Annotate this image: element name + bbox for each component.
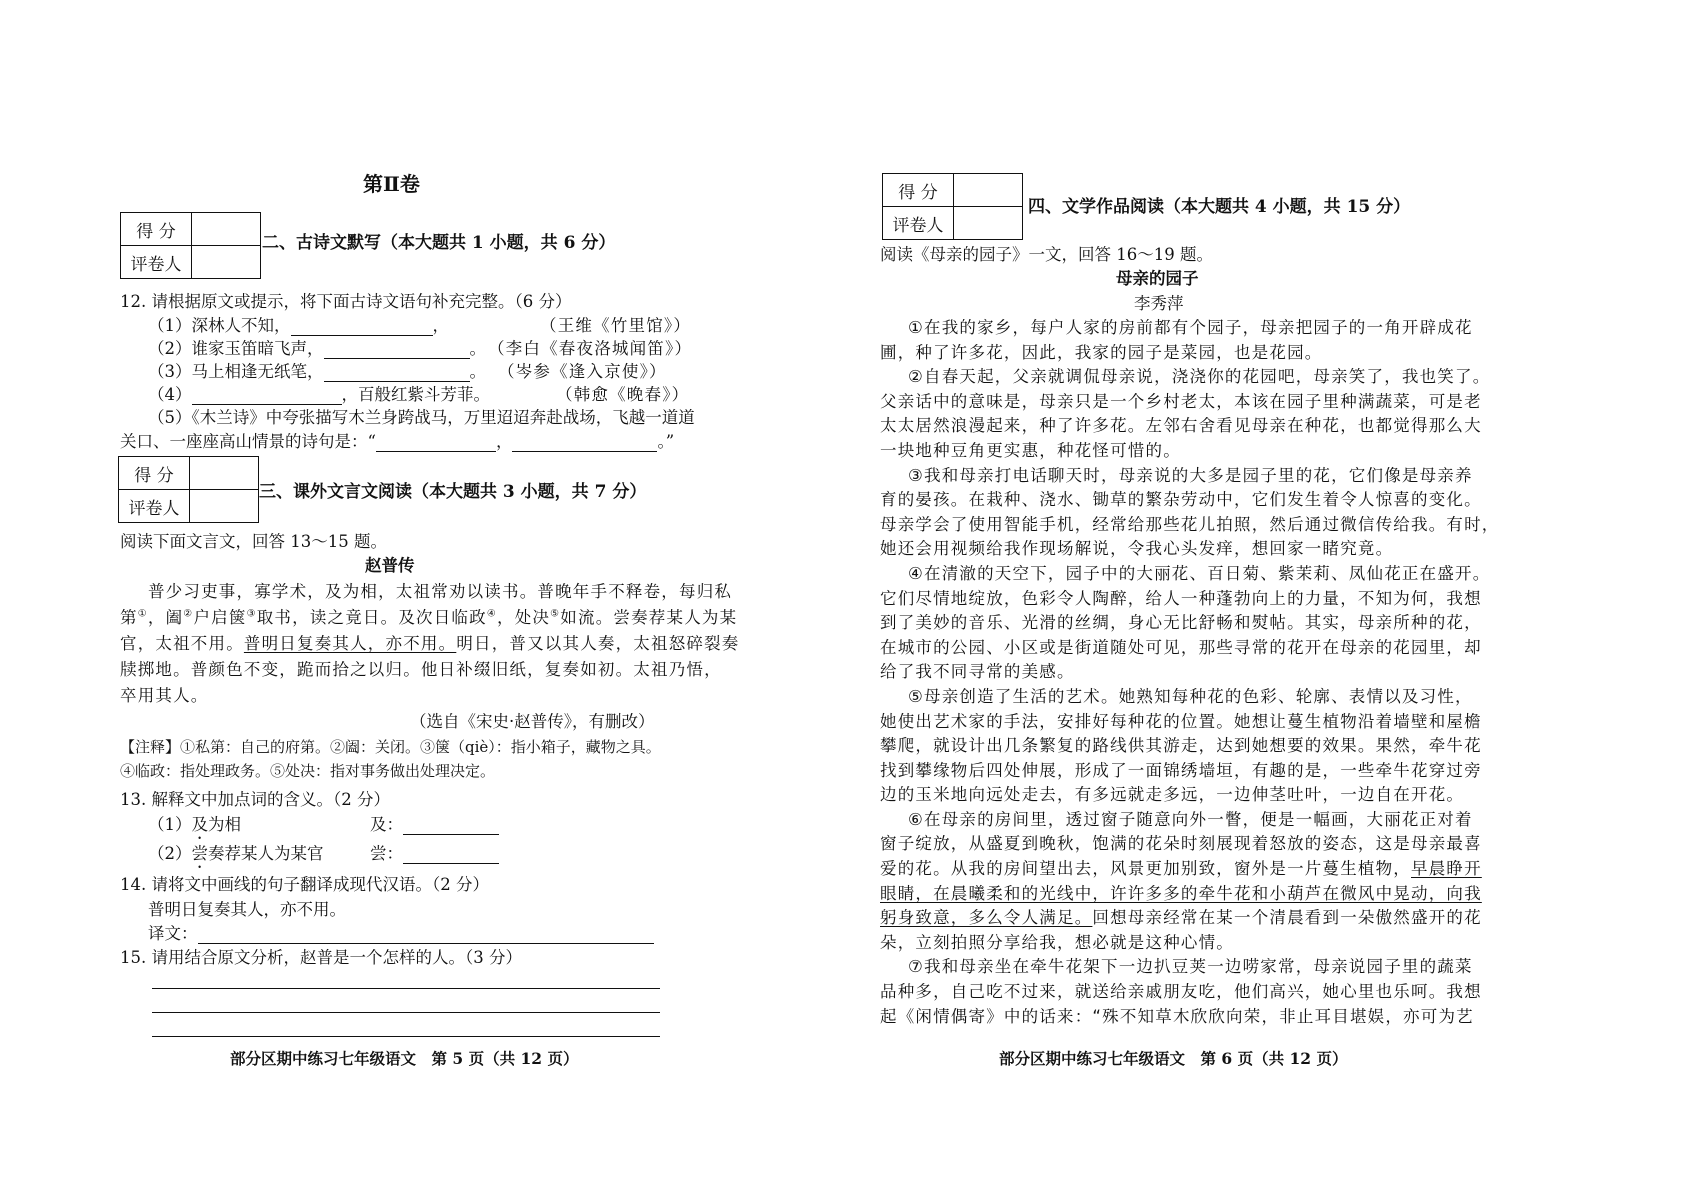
q13-item1-num: （1） (148, 815, 192, 834)
classical-line2 (120, 604, 737, 628)
classical-source: （选自《宋史·赵普传》，有删改） (410, 712, 655, 731)
read-intro-classical: 阅读下面文言文，回答 13～15 题。 (120, 532, 387, 551)
q12-line1 (148, 312, 449, 336)
grader-label: 评卷人 (119, 490, 190, 523)
q12-line1-text: （1）深林人不知， (148, 316, 291, 335)
q12-blank2[interactable] (324, 340, 470, 359)
article-line (880, 906, 1482, 931)
classical-notes-2: ④临政：指处理政务。⑤处决：指对事务做出处理决定。 (120, 762, 496, 780)
article-line: 圃，种了许多花，因此，我家的园子是菜园，也是花园。 (880, 342, 1323, 362)
q13-stem: 13. 解释文中加点词的含义。（2 分） (120, 790, 390, 809)
article-line: ③我和母亲打电话聊天时，母亲说的大多是园子里的花，它们像是母亲养 (908, 465, 1473, 485)
q13-answer2 (370, 840, 499, 864)
footnote-mark: ② (183, 608, 194, 620)
article-line: ④在清澈的天空下，园子中的大丽花、百日菊、紫茉莉、凤仙花正在盛开。 (908, 563, 1491, 583)
q12-blank1[interactable] (291, 317, 433, 336)
modern-article-title: 母亲的园子 (1116, 269, 1199, 288)
classical-text: 官，太祖不用。 (120, 634, 244, 653)
section2-title: 二、古诗文默写（本大题共 1 小题，共 6 分） (262, 233, 616, 253)
q12-blank4[interactable] (192, 386, 342, 405)
q12-line4-source: （韩愈《晚春》） (556, 385, 690, 404)
q12-stem: 12. 请根据原文或提示，将下面古诗文语句补充完整。（6 分） (120, 292, 572, 311)
article-line: 太太居然浪漫起来，种了许多花。左邻右舍看见母亲在种花，也都觉得那么大 (880, 416, 1482, 436)
q12-line2-source: （李白《春夜洛城闻笛》） (488, 339, 693, 358)
article-line (880, 857, 1482, 882)
q12-line2-text: （2）谁家玉笛暗飞声， (148, 339, 324, 358)
modern-article-author: 李秀萍 (1134, 294, 1184, 313)
q13-answer1-label: 及： (370, 815, 403, 834)
page-footer-left: 部分区期中练习七年级语文 第 5 页（共 12 页） (230, 1049, 579, 1068)
q12-blank5[interactable] (376, 433, 496, 452)
q12-line4-text: （4） (148, 385, 192, 404)
q15-answer-line-3[interactable] (152, 1036, 660, 1037)
q12-blank3[interactable] (324, 363, 470, 382)
article-text: 回想母亲经常在某一个清晨看到一朵傲然盛开的花 (1092, 908, 1482, 928)
underlined-sentence: 普明日复奏其人，亦不用。 (243, 634, 457, 653)
article-line: 边的玉米地向远处走去，有多远就走多远，一边伸茎吐叶，一边自在开花。 (880, 785, 1465, 805)
right-page (842, 0, 1684, 1190)
article-line: 她还会用视频给我作现场解说，令我心头发痒，想回家一睹究竟。 (880, 539, 1394, 559)
q12-line3-text: （3）马上相逢无纸笔， (148, 362, 324, 381)
q12-blank6[interactable] (512, 433, 657, 452)
q14-sentence: 普明日复奏其人，亦不用。 (148, 900, 346, 919)
grader-label: 评卷人 (883, 207, 954, 240)
q12-line5b (120, 428, 674, 452)
q13-item2 (148, 840, 324, 872)
dotted-word: 尝 (191, 844, 208, 863)
q13-answer2-label: 尝： (370, 844, 403, 863)
grader-label: 评卷人 (121, 246, 192, 279)
score-box-section3 (118, 456, 259, 523)
q14-translation-label: 译文： (148, 924, 198, 943)
article-line: ⑦我和母亲坐在牵牛花架下一边扒豆荚一边唠家常，母亲说园子里的蔬菜 (908, 957, 1473, 977)
grader-value-cell (190, 490, 259, 523)
article-line: 她使出艺术家的手法，安排好每种花的位置。她想让蔓生植物沿着墙壁和屋檐 (880, 711, 1482, 731)
modern-article-body (880, 316, 1500, 1029)
q12-line1-source: （王维《竹里馆》） (540, 316, 692, 335)
q12-line5-end: 。” (657, 432, 675, 451)
q12-line4-mid: ，百般红紫斗芳菲。 (341, 385, 490, 404)
q14-answer-line[interactable] (198, 925, 654, 944)
footnote-mark: ③ (246, 608, 257, 620)
classical-line1: 普少习吏事，寡学术，及为相，太祖常劝以读书。普晚年手不释卷，每归私 (148, 582, 733, 601)
q12-line2 (148, 335, 486, 359)
score-label: 得 分 (121, 213, 192, 246)
article-line: 攀爬，就设计出几条繁复的路线供其游走，达到她想要的效果。果然，牵牛花 (880, 736, 1482, 756)
article-line: 一块地种豆角更实惠，种花怪可惜的。 (880, 440, 1181, 460)
q13-blank2[interactable] (403, 845, 499, 864)
q12-line4 (148, 381, 490, 405)
read-intro-modern: 阅读《母亲的园子》一文，回答 16～19 题。 (880, 245, 1213, 264)
grader-value-cell (192, 246, 261, 279)
volume-title: 第Ⅱ卷 (363, 172, 420, 196)
classical-article-title: 赵普传 (365, 556, 415, 575)
classical-text: 户启箧 (193, 608, 247, 627)
q12-line3 (148, 358, 486, 382)
score-value-cell (190, 457, 259, 490)
section3-title: 三、课外文言文阅读（本大题共 3 小题，共 7 分） (259, 482, 647, 502)
article-line: 品种多，自己吃不过来，就送给亲戚朋友吃，他们高兴，她心里也乐呵。我想 (880, 982, 1482, 1002)
q13-item1-text: 为相 (208, 815, 241, 834)
q13-answer1 (370, 811, 499, 835)
score-value-cell (954, 174, 1023, 207)
article-line: 在城市的公园、小区或是街道随处可见，那些寻常的花开在母亲的花园里，却 (880, 637, 1482, 657)
q12-line1-end: ， (432, 316, 449, 335)
underlined-sentence: 早晨睁开 (1411, 859, 1482, 879)
article-line: 它们尽情地绽放，色彩令人陶醉，给人一种蓬勃向上的力量，不知为何，我想 (880, 588, 1482, 608)
article-line: 育的晏孩。在栽种、浇水、锄草的繁杂劳动中，它们发生着令人惊喜的变化。 (880, 490, 1482, 510)
article-line: ⑤母亲创造了生活的艺术。她熟知每种花的色彩、轮廓、表情以及习性， (908, 686, 1473, 706)
score-box-section4 (882, 173, 1023, 240)
article-line: ⑥在母亲的房间里，透过窗子随意向外一瞥，便是一幅画，大丽花正对着 (908, 809, 1473, 829)
article-line: 朵，立刻拍照分享给我，想必就是这种心情。 (880, 932, 1234, 952)
score-label: 得 分 (119, 457, 190, 490)
footnote-mark: ⑤ (550, 608, 561, 620)
classical-notes-1: 【注释】①私第：自己的府第。②阖：关闭。③箧（qiè）：指小箱子，藏物之具。 (120, 738, 661, 756)
score-value-cell (192, 213, 261, 246)
article-line: 窗子绽放，从盛夏到晚秋，饱满的花朵时刻展现着怒放的姿态，这是母亲最喜 (880, 834, 1482, 854)
q15-stem: 15. 请用结合原文分析，赵普是一个怎样的人。（3 分） (120, 948, 522, 967)
article-line: 起《闲情偶寄》中的话来：“殊不知草木欣欣向荣，非止耳目堪娱，亦可为艺 (880, 1006, 1474, 1026)
article-line: 到了美妙的音乐、光滑的丝绸，身心无比舒畅和熨帖。其实，母亲所种的花， (880, 613, 1482, 633)
q12-line3-source: （岑参《逢入京使》） (498, 362, 667, 381)
classical-text: 取书，读之竟日。及次日临政 (256, 608, 487, 627)
grader-value-cell (954, 207, 1023, 240)
article-line: 父亲话中的意味是，母亲只是一个乡村老太，本该在园子里种满蔬菜，可是老 (880, 391, 1482, 411)
classical-line4: 牍掷地。普颜色不变，跪而拾之以归。他日补缀旧纸，复奏如初。太祖乃悟， (120, 660, 722, 679)
q12-line5-text: 关口、一座座高山情景的诗句是：“ (120, 432, 376, 451)
section4-title: 四、文学作品阅读（本大题共 4 小题，共 15 分） (1028, 197, 1411, 217)
q12-line5-comma: ， (495, 432, 513, 451)
article-text: 爱的花。从我的房间望出去，风景更加别致，窗外是一片蔓生植物， (880, 859, 1411, 879)
q13-item2-text: 奏荐某人为某官 (208, 844, 324, 863)
footnote-mark: ① (137, 608, 148, 620)
page-footer-right: 部分区期中练习七年级语文 第 6 页（共 12 页） (999, 1049, 1348, 1068)
dotted-word: 及 (191, 815, 208, 834)
article-line: ②自春天起，父亲就调侃母亲说，浇浇你的花园吧，母亲笑了，我也笑了。 (908, 367, 1491, 387)
q12-line3-end: 。 (469, 362, 486, 381)
classical-text: ，处决 (497, 608, 551, 627)
underlined-sentence: 躬身致意，多么令人满足。 (880, 908, 1093, 928)
classical-text: 如流。尝奏荐某人为某 (560, 608, 738, 627)
q14-stem: 14. 请将文中画线的句子翻译成现代汉语。（2 分） (120, 875, 489, 894)
classical-line5: 卒用其人。 (120, 686, 209, 705)
q13-blank1[interactable] (403, 816, 499, 835)
q15-answer-line-1[interactable] (152, 988, 660, 989)
classical-text: 明日，普又以其人奏，太祖怒碎裂奏 (456, 634, 740, 653)
q13-item1 (148, 811, 241, 843)
article-line: 找到攀缘物后四处伸展，形成了一面锦绣墙垣，有趣的是，一些牵牛花穿过旁 (880, 760, 1482, 780)
article-line: ①在我的家乡，每户人家的房前都有个园子，母亲把园子的一角开辟成花 (908, 318, 1473, 337)
score-label: 得 分 (883, 174, 954, 207)
underlined-sentence: 眼睛，在晨曦柔和的光线中，许许多多的牵牛花和小葫芦在微风中晃动，向我 (880, 883, 1482, 903)
classical-line3 (120, 630, 740, 654)
score-box-section2 (120, 212, 261, 279)
article-line: 母亲学会了使用智能手机，经常给那些花儿拍照，然后通过微信传给我。有时， (880, 514, 1500, 534)
q14-translation (148, 920, 654, 944)
classical-text: 第 (120, 608, 138, 627)
article-line: 给了我不同寻常的美感。 (880, 662, 1075, 682)
q13-item2-num: （2） (148, 844, 192, 863)
footnote-mark: ④ (486, 608, 498, 620)
q12-line2-end: 。 (469, 339, 486, 358)
q12-line5a: （5）《木兰诗》中夸张描写木兰身跨战马，万里迢迢奔赴战场，飞越一道道 (148, 408, 695, 427)
q15-answer-line-2[interactable] (152, 1012, 660, 1013)
classical-text: ，阖 (147, 608, 184, 627)
